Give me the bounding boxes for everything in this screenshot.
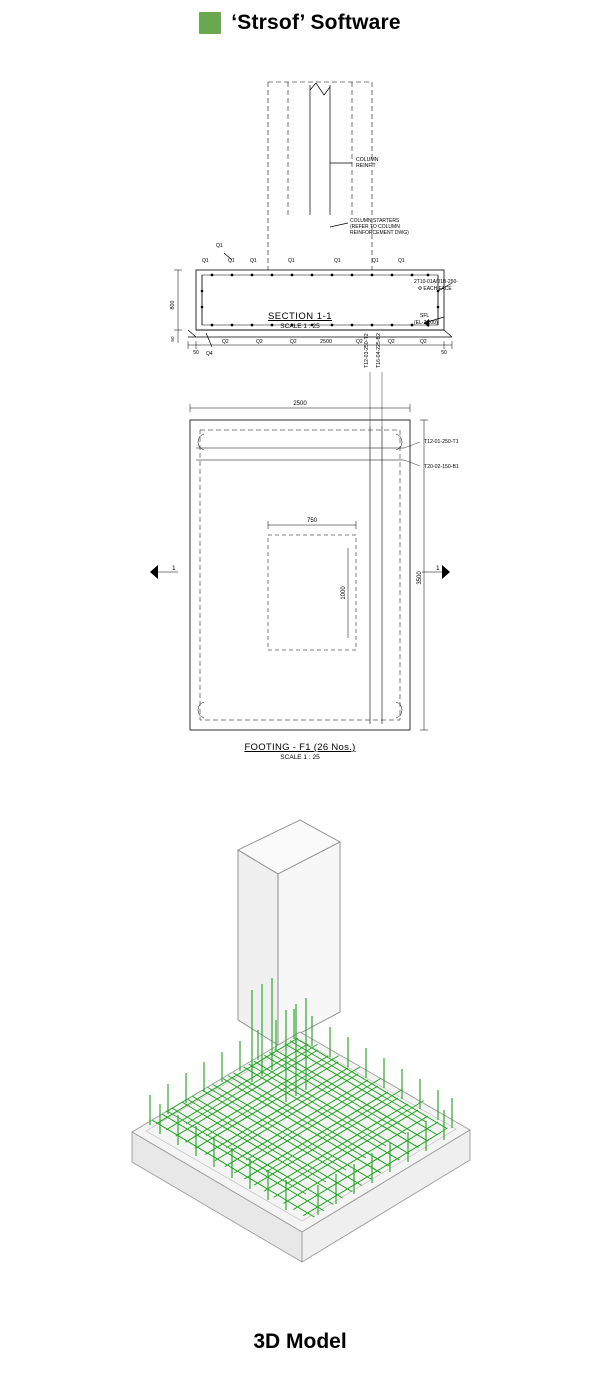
- tag-top-3: Q1: [250, 258, 257, 264]
- tag-top-4: Q1: [288, 258, 295, 264]
- tag-q4: Q4: [206, 351, 213, 357]
- label-column-reinf-1: COLUMN: [356, 157, 379, 163]
- dim-pedestal-height: 1000: [341, 586, 347, 600]
- label-side-bars-2: Φ EACH FACE: [418, 286, 452, 292]
- tag-top-1: Q1: [202, 258, 209, 264]
- page-header: [0, 0, 600, 46]
- section-mark-left: 1: [172, 565, 176, 572]
- label-column-reinf-2: REINF'T: [356, 163, 376, 169]
- green-square-icon: [199, 12, 221, 34]
- section-caption-text: SECTION 1-1: [267, 311, 333, 322]
- dim-plan-height: 3500: [417, 571, 423, 585]
- label-column-starters-2: (REFER TO COLUMN: [350, 224, 400, 230]
- tag-top-7: Q1: [398, 258, 405, 264]
- tag-bot-6: Q2: [388, 339, 395, 345]
- tag-bot-2: Q2: [256, 339, 263, 345]
- tag-bot-5: Q2: [356, 339, 363, 345]
- dim-pedestal-width: 750: [306, 518, 318, 524]
- section-mark-right: 1: [436, 565, 440, 572]
- tag-bot-7: Q2: [420, 339, 427, 345]
- tag-t12-03-250-t2: T12-03-250-T2: [364, 333, 370, 368]
- tag-t16-04-225-b2: T16-04-225-B2: [376, 333, 382, 368]
- tag-top-6: Q1: [372, 258, 379, 264]
- dim-edge-right: 50: [441, 350, 447, 356]
- tag-t20-02-150-b1: T20-02-150-B1: [424, 464, 459, 470]
- label-sfl-2: (EL-2.000): [414, 320, 438, 326]
- 3d-model-view: [0, 820, 600, 1320]
- dim-plan-width: 2500: [293, 401, 307, 407]
- tag-bot-3: Q2: [290, 339, 297, 345]
- label-side-bars-1: 2T10-01A/01B-250-: [414, 279, 458, 285]
- tag-q1-leader: Q1: [216, 243, 223, 249]
- footing-caption-text: FOOTING - F1 (26 Nos.): [244, 742, 356, 753]
- dim-cover: 50: [170, 336, 175, 342]
- label-column-starters-3: REINFORCEMENT DWG): [350, 230, 409, 236]
- label-column-starters-1: COLUMN STARTERS: [350, 218, 400, 224]
- tag-t12-01-250-t1: T12-01-250-T1: [424, 439, 459, 445]
- dim-depth: 800: [170, 300, 176, 310]
- section-scale-text: SCALE 1 : 25: [280, 323, 320, 330]
- label-sfl-1: SFL: [420, 313, 430, 319]
- footing-scale-text: SCALE 1 : 25: [280, 754, 320, 761]
- model-caption: 3D Model: [253, 1330, 347, 1353]
- tag-top-5: Q1: [334, 258, 341, 264]
- tag-bot-1: Q2: [222, 339, 229, 345]
- dim-edge-left: 50: [193, 350, 199, 356]
- tag-top-2: Q1: [228, 258, 235, 264]
- dim-width: 2500: [320, 339, 332, 345]
- page-title: ‘Strsof’ Software: [231, 11, 401, 34]
